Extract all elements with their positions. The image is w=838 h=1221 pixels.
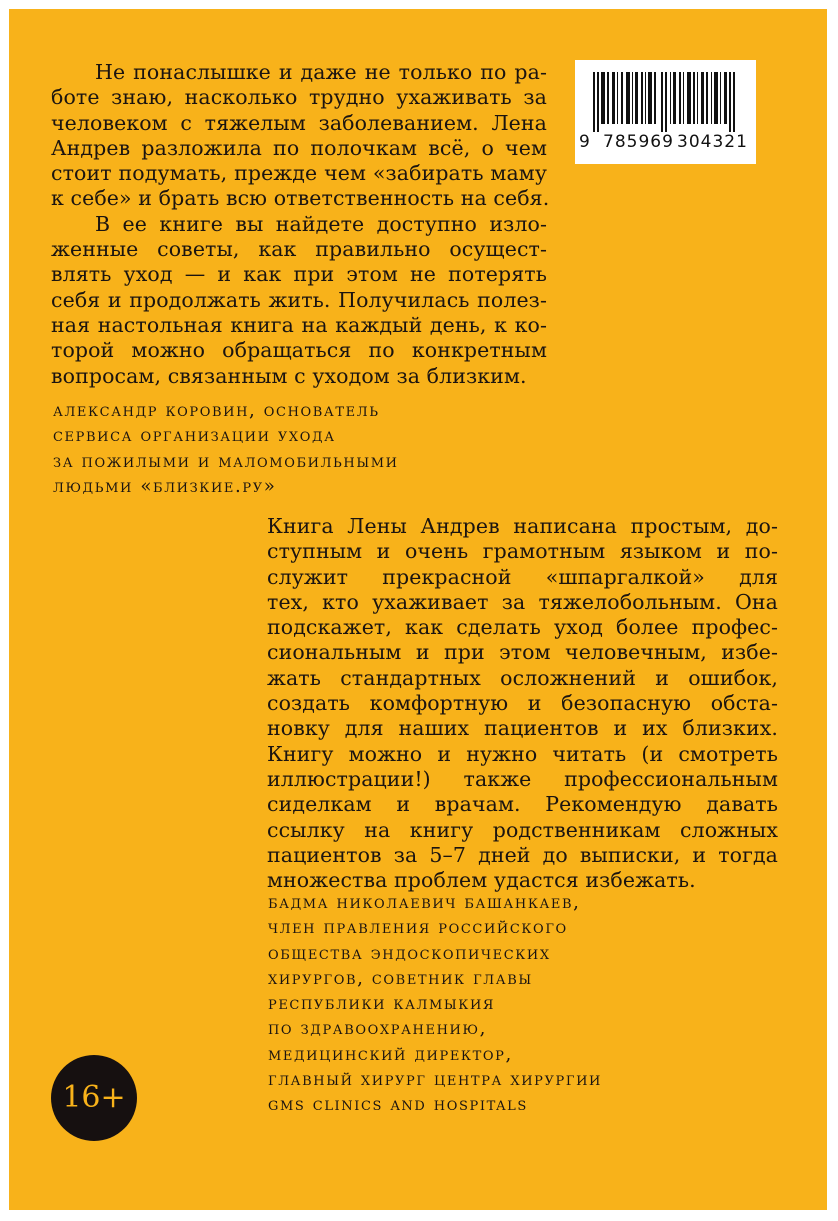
- attribution-line: сервиса организации ухода: [53, 425, 336, 447]
- quote-line: человеком с тяжелым заболеванием. Лена: [51, 110, 547, 135]
- attribution-line: gms clinics and hospitals: [268, 1094, 528, 1116]
- quote-line: женные советы, как правильно осущест-: [51, 237, 547, 262]
- quote-line: ссылку на книгу родственникам сложных: [267, 817, 778, 842]
- isbn-group-right: 304321: [677, 132, 748, 152]
- quote-line: ступным и очень грамотным языком и по-: [267, 539, 778, 564]
- attribution-line: республики калмыкия: [268, 993, 495, 1015]
- quote-line: торой можно обращаться по конкретным: [51, 338, 547, 363]
- attribution-line: хирургов, советник главы: [268, 967, 533, 989]
- quote-bashankaev: [267, 514, 778, 893]
- isbn-prefix: 9: [579, 132, 591, 152]
- attribution-line: людьми «близкие.ру»: [53, 475, 277, 497]
- attribution-line: по здравоохранению,: [268, 1018, 487, 1040]
- quote-line: сиделкам и врачам. Рекомендую давать: [267, 792, 778, 817]
- attribution-line: медицинский директор,: [268, 1043, 513, 1065]
- quote-line: ная настольная книга на каждый день, к ко-: [51, 312, 547, 337]
- quote-line: служит прекрасной «шпаргалкой» для: [267, 564, 778, 589]
- quote-line: сиональным и при этом человечным, избе-: [267, 640, 778, 665]
- quote-line: иллюстрации!) также профессиональным: [267, 766, 778, 791]
- quote-line: пациентов за 5–7 дней до выписки, и тогда: [267, 842, 778, 867]
- quote-line: боте знаю, насколько трудно ухаживать за: [51, 85, 547, 110]
- quote-line: новку для наших пациентов и их близких.: [267, 716, 778, 741]
- attribution-line: александр коровин, основатель: [53, 400, 380, 421]
- attribution-line: общества эндоскопических: [268, 942, 551, 964]
- attribution-korovin: [53, 398, 399, 499]
- quote-line: стоит подумать, прежде чем «забирать маму: [51, 161, 547, 186]
- attribution-bashankaev: [268, 890, 602, 1118]
- attribution-line: главный хирург центра хирургии: [268, 1069, 602, 1091]
- quote-line: себя и продолжать жить. Получилась полез-: [51, 287, 547, 312]
- attribution-line: бадма николаевич башанкаев,: [268, 892, 581, 913]
- book-back-cover: [9, 9, 827, 1210]
- quote-line: Андрев разложила по полочкам всё, о чем: [51, 135, 547, 160]
- age-rating-badge: 16+: [51, 1055, 137, 1141]
- isbn-barcode: [575, 60, 756, 164]
- quote-korovin: [51, 60, 550, 389]
- quote-line: Книгу можно и нужно читать (и смотреть: [267, 741, 778, 766]
- quote-line: тех, кто ухаживает за тяжелобольным. Она: [267, 589, 778, 614]
- attribution-line: член правления российского: [268, 917, 568, 939]
- quote-line: к себе» и брать всю ответственность на себя.: [51, 186, 550, 211]
- quote-line: жать стандартных осложнений и ошибок,: [267, 665, 778, 690]
- quote-line: подскажет, как сделать уход более профес-: [267, 615, 778, 640]
- quote-line: Не понаслышке и даже не только по ра-: [95, 60, 547, 84]
- quote-line: создать комфортную и безопасную обста-: [267, 691, 778, 716]
- quote-line: вопросам, связанным с уходом за близким.: [51, 363, 527, 388]
- quote-line: Книга Лены Андрев написана простым, до-: [267, 514, 778, 538]
- quote-line: множества проблем удастся избежать.: [267, 868, 696, 893]
- attribution-line: за пожилыми и маломобильными: [53, 450, 399, 472]
- barcode-icon: [593, 72, 741, 132]
- quote-line: влять уход — и как при этом не потерять: [51, 262, 547, 287]
- isbn-group-left: 785969: [603, 132, 674, 152]
- quote-line: В ее книге вы найдете доступно изло-: [95, 211, 547, 236]
